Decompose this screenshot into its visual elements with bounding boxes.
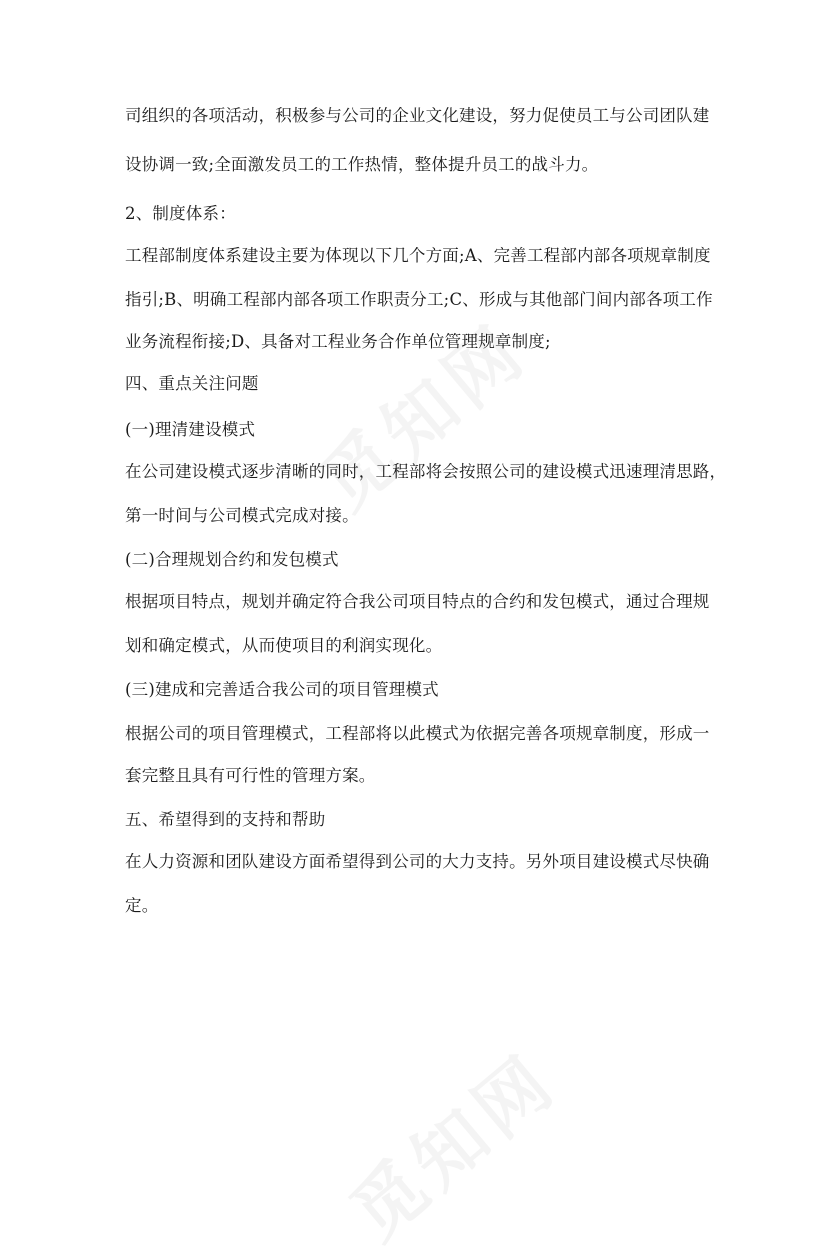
section-heading: 五、希望得到的支持和帮助 [125,810,326,829]
watermark-bottom [325,1025,576,1259]
paragraph-line: 在公司建设模式逐步清晰的同时，工程部将会按照公司的建设模式迅速理清思路， [125,462,727,481]
paragraph-line: 根据公司的项目管理模式，工程部将以此模式为依据完善各项规章制度，形成一 [125,724,710,743]
subsection-heading: (二)合理规划合约和发包模式 [125,550,339,569]
paragraph-line: 第一时间与公司模式完成对接。 [125,506,359,525]
section-heading: 四、重点关注问题 [125,374,259,393]
paragraph-line: 指引;B、明确工程部内部各项工作职责分工;C、形成与其他部门间内部各项工作 [125,290,713,309]
paragraph-line: 根据项目特点，规划并确定符合我公司项目特点的合约和发包模式，通过合理规 [125,592,710,611]
paragraph-line: 划和确定模式，从而使项目的利润实现化。 [125,636,443,655]
paragraph-line: 定。 [125,896,159,915]
paragraph-line: 套完整且具有可行性的管理方案。 [125,766,376,785]
paragraph-line: 司组织的各项活动，积极参与公司的企业文化建设，努力促使员工与公司团队建 [125,106,710,125]
subsection-heading: (一)理清建设模式 [125,420,256,439]
paragraph-line: 设协调一致;全面激发员工的工作热情，整体提升员工的战斗力。 [125,155,599,174]
subsection-heading: (三)建成和完善适合我公司的项目管理模式 [125,680,439,699]
section-heading: 2、制度体系： [125,204,236,223]
paragraph-line: 在人力资源和团队建设方面希望得到公司的大力支持。另外项目建设模式尽快确 [125,852,710,871]
paragraph-line: 业务流程衔接;D、具备对工程业务合作单位管理规章制度; [125,332,551,351]
paragraph-line: 工程部制度体系建设主要为体现以下几个方面;A、完善工程部内部各项规章制度 [125,246,711,265]
